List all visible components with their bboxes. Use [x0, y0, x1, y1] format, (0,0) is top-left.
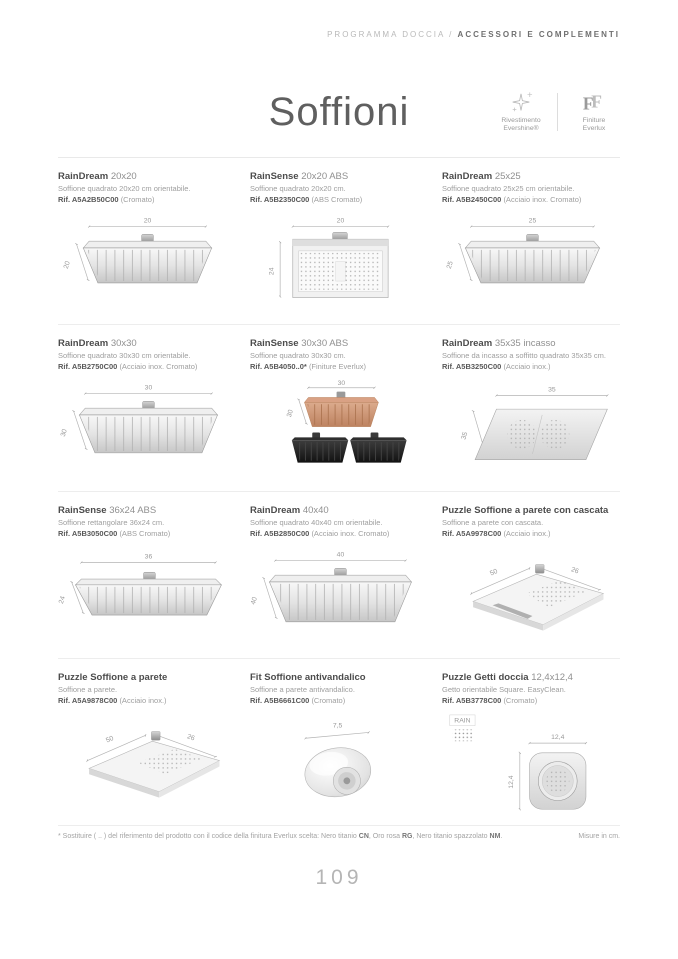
dimension-label: 40: [336, 551, 345, 559]
dimension-label: 12,4: [508, 775, 516, 789]
showerhead-finish-variants-illustration: [250, 378, 428, 487]
product-name: RainDream: [250, 504, 301, 516]
product-description: Soffione quadrato 30x30 cm orientabile.: [58, 351, 191, 361]
badge-evershine-label-2: Evershine®: [503, 125, 539, 133]
product-ref: Rif. A5B3250C00: [442, 362, 502, 372]
product-size: 30x30: [110, 337, 137, 349]
product-ref: Rif. A5B2750C00: [58, 362, 118, 372]
product-name: RainDream: [58, 337, 109, 349]
product-finish: (Cromato): [311, 695, 346, 705]
square-jet-illustration: [442, 712, 620, 821]
product-image: [442, 545, 620, 654]
product-image: [58, 378, 236, 487]
dimension-label: 12,4: [551, 734, 565, 742]
dimension-label: 30: [59, 428, 69, 438]
product-description: Soffione da incasso a soffitto quadrato 35x35 cm.: [442, 351, 606, 361]
showerhead-angled-illustration: [250, 545, 428, 654]
product-card: [442, 171, 620, 320]
product-name: RainDream: [442, 337, 493, 349]
dimension-label: 36: [144, 553, 153, 561]
product-card: [58, 338, 236, 487]
product-row-2: [58, 325, 620, 492]
dimension-label: 30: [144, 384, 153, 392]
product-finish: (Cromato): [503, 695, 538, 705]
product-image: [442, 712, 620, 821]
dimension-label: 30: [337, 379, 346, 387]
dimension-label: 25: [528, 217, 537, 225]
product-row-3: [58, 492, 620, 659]
badge-everlux-label-1: Finiture: [582, 117, 606, 124]
wall-showerhead-illustration: [58, 712, 236, 821]
breadcrumb: [58, 30, 620, 39]
product-ref: Rif. A5B4050..0*: [250, 362, 307, 372]
showerhead-angled-illustration: [58, 211, 236, 320]
dimension-label: 24: [58, 595, 67, 605]
measure-note: Misure in cm.: [578, 832, 620, 840]
rain-jet-chip: RAIN: [454, 717, 471, 725]
product-card: [250, 672, 428, 821]
title-bar: [58, 83, 620, 158]
product-image: [250, 378, 428, 487]
product-name: RainSense: [250, 337, 299, 349]
product-ref: Rif. A5B3778C00: [442, 695, 502, 705]
dimension-label: 24: [268, 267, 276, 276]
product-image: [58, 545, 236, 654]
product-card: [442, 672, 620, 821]
product-ref: Rif. A5B2350C00: [250, 195, 310, 205]
product-image: [442, 211, 620, 320]
product-description: Soffione quadrato 30x30 cm.: [250, 351, 346, 361]
page-number: 109: [315, 865, 363, 889]
product-image: [250, 545, 428, 654]
product-card: [58, 505, 236, 654]
vandal-proof-showerhead-illustration: [250, 712, 428, 821]
product-description: Soffione quadrato 25x25 cm orientabile.: [442, 184, 575, 194]
product-description: Soffione a parete con cascata.: [442, 518, 544, 528]
product-card: [250, 505, 428, 654]
dimension-label: 7,5: [332, 722, 343, 730]
product-card: [250, 338, 428, 487]
product-card: [58, 672, 236, 821]
product-description: Getto orientabile Square. EasyClean.: [442, 685, 566, 695]
badge-evershine-label-1: Rivestimento: [501, 117, 541, 124]
product-card: [250, 171, 428, 320]
product-ref: Rif. A5A9978C00: [442, 529, 502, 539]
dimension-label: 40: [250, 596, 259, 606]
badge-evershine: [495, 91, 547, 134]
dimension-label: 26: [186, 733, 196, 743]
svg-text:F: F: [591, 91, 602, 112]
product-row-4: [58, 659, 620, 826]
product-ref: Rif. A5A9878C00: [58, 695, 118, 705]
product-description: Soffione quadrato 20x20 cm.: [250, 184, 346, 194]
product-description: Soffione quadrato 20x20 cm orientabile.: [58, 184, 191, 194]
dimension-label: 35: [460, 431, 470, 441]
product-image: [58, 211, 236, 320]
product-name: Puzzle Soffione a parete con cascata: [442, 504, 609, 516]
product-image: [58, 712, 236, 821]
product-size: 25x25: [494, 171, 521, 182]
product-finish: (Acciaio inox.): [119, 695, 167, 705]
product-name: RainDream: [58, 171, 109, 182]
product-size: 20x20 ABS: [301, 171, 349, 182]
product-finish: (Acciaio inox.): [503, 362, 551, 372]
product-card: [442, 505, 620, 654]
dimension-label: 35: [548, 386, 556, 394]
product-description: Soffione rettangolare 36x24 cm.: [58, 518, 165, 528]
breadcrumb-chapter: ACCESSORI E COMPLEMENTI: [457, 30, 620, 39]
product-description: Soffione a parete.: [58, 685, 118, 695]
product-row-1: [58, 158, 620, 325]
product-image: [250, 211, 428, 320]
footnote: * Sostituire ( .. ) del riferimento del prodotto con il codice della finitura Everlux scelta: Nero titanio CN, Oro rosa RG, Nero titanio spazzolato NM.: [58, 832, 503, 840]
product-image: [442, 378, 620, 487]
product-finish: (ABS Cromato): [311, 195, 363, 205]
dimension-label: 20: [143, 217, 152, 225]
evershine-sparkle-icon: [509, 91, 533, 115]
product-size: 36x24 ABS: [109, 504, 157, 516]
product-description: Soffione quadrato 40x40 cm orientabile.: [250, 518, 383, 528]
dimension-label: 30: [285, 408, 295, 419]
product-size: 30x30 ABS: [301, 337, 349, 349]
ceiling-panel-illustration: [442, 378, 620, 487]
product-ref: Rif. A5B3050C00: [58, 529, 118, 539]
badge-divider: [557, 93, 558, 131]
product-name: RainSense: [58, 504, 107, 516]
product-finish: (Acciaio inox. Cromato): [311, 529, 390, 539]
dimension-label: 20: [62, 260, 72, 270]
product-finish: (Acciaio inox. Cromato): [503, 195, 582, 205]
product-size: 12,4x12,4: [531, 671, 573, 683]
dimension-label: 50: [489, 567, 499, 578]
dimension-label: 20: [336, 217, 345, 225]
product-card: [442, 338, 620, 487]
product-description: Soffione a parete antivandalico.: [250, 685, 355, 695]
product-name: Puzzle Getti doccia: [442, 671, 529, 683]
showerhead-angled-illustration: [442, 211, 620, 320]
product-finish: (Cromato): [120, 195, 155, 205]
product-name: RainDream: [442, 171, 493, 182]
product-ref: Rif. A5A2B50C00: [58, 195, 119, 205]
product-ref: Rif. A5B6661C00: [250, 695, 310, 705]
showerhead-front-illustration: [250, 211, 428, 320]
product-finish: (Finiture Everlux): [308, 362, 367, 372]
product-finish: (Acciaio inox. Cromato): [119, 362, 198, 372]
svg-text:F: F: [582, 93, 594, 114]
product-image: [250, 712, 428, 821]
product-finish: (Acciaio inox.): [503, 529, 551, 539]
badge-everlux: [568, 91, 620, 134]
product-finish: (ABS Cromato): [119, 529, 171, 539]
showerhead-angled-illustration: [58, 545, 236, 654]
wall-showerhead-cascade-illustration: [442, 545, 620, 654]
product-size: 35x35 incasso: [494, 337, 556, 349]
product-size: 40x40: [302, 504, 329, 516]
showerhead-angled-illustration: [58, 378, 236, 487]
everlux-ff-icon: [582, 91, 606, 115]
product-card: [58, 171, 236, 320]
product-name: Fit Soffione antivandalico: [250, 671, 366, 683]
badge-everlux-label-2: Everlux: [582, 125, 606, 133]
dimension-label: 26: [570, 566, 580, 576]
product-ref: Rif. A5B2450C00: [442, 195, 502, 205]
product-size: 20x20: [110, 171, 137, 182]
product-ref: Rif. A5B2850C00: [250, 529, 310, 539]
dimension-label: 50: [105, 734, 115, 745]
product-name: Puzzle Soffione a parete: [58, 671, 168, 683]
breadcrumb-section: PROGRAMMA DOCCIA /: [327, 30, 454, 39]
finish-badges: [495, 91, 620, 134]
footnote-bar: [58, 826, 620, 840]
product-name: RainSense: [250, 171, 299, 182]
rain-dots-icon: [453, 729, 472, 741]
page-title: Soffioni: [268, 90, 410, 134]
dimension-label: 25: [445, 260, 455, 270]
